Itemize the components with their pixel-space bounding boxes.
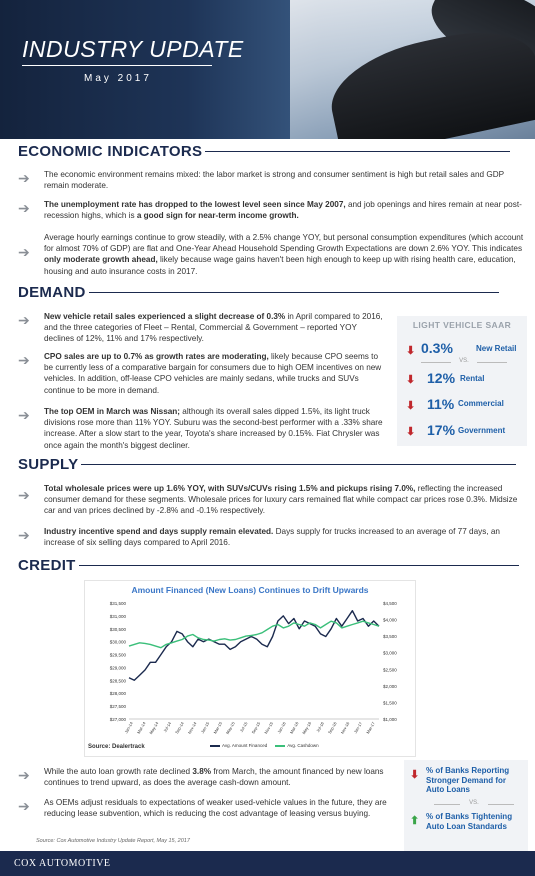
saar-panel	[397, 316, 527, 446]
bullet-text: Industry incentive spend and days supply remain elevated. Days supply for trucks increased to an average of 77 days, an increase of six selling days compared to April 2016.	[44, 527, 500, 548]
x-tick-label: Mar-16	[288, 721, 300, 735]
left-tick-label: $27,000	[109, 717, 126, 722]
right-tick-label: $4,000	[383, 617, 397, 623]
saar-value: 11%	[427, 396, 455, 412]
title-divider	[22, 65, 212, 66]
down-arrow-icon: ⬇	[406, 374, 416, 386]
legend-label: Avg. Amount Financed	[222, 743, 268, 748]
x-tick-label: Nov-14	[186, 721, 198, 735]
arrow-icon: ➔	[18, 312, 30, 328]
left-tick-label: $29,000	[109, 665, 126, 671]
bullet-text: Total wholesale prices were up 1.6% YOY, with SUVs/CUVs rising 1.5% and pickups rising 7.0%, reflecting the increased consumer demand for these segments. Wholesale prices for luxury cars remained flat while compact car prices rose 0.3%. Midsize car and van prices declined by -2.8% and -0.1% respectively.	[44, 484, 518, 516]
x-tick-label: Mar-17	[365, 721, 376, 735]
list-item	[18, 797, 393, 819]
x-tick-label: Jan-17	[352, 721, 364, 735]
left-tick-label: $30,500	[109, 626, 126, 632]
x-tick-label: Jul-16	[315, 721, 325, 733]
arrow-icon: ➔	[18, 767, 30, 783]
saar-value: 0.3%	[421, 340, 453, 356]
list-item	[18, 169, 528, 191]
x-tick-label: Sep-15	[250, 721, 262, 735]
vs-divider: VS.	[434, 800, 514, 806]
section-rule	[79, 565, 519, 566]
x-tick-label: Jul-14	[162, 721, 173, 733]
saar-value: 17%	[427, 422, 456, 438]
right-tick-label: $1,500	[383, 700, 397, 706]
section-supply	[18, 456, 516, 473]
issue-date: May 2017	[84, 73, 152, 84]
section-rule	[89, 292, 499, 293]
bullet-text: The top OEM in March was Nissan; although its overall sales dipped 1.5%, its light truck divisions rose more than 11% YOY. Suburu was the second-best performer with a .33% share increase. After a slow start to the year, Toyota's share increased by 0.15%. Fiat Chrysler was once again the month's biggest decliner.	[44, 407, 383, 450]
section-rule	[205, 151, 510, 152]
bullet-text: The economic environment remains mixed: the labor market is strong and consumer sentiment is high but retail sales and GDP remain moderate.	[44, 170, 504, 191]
legend-swatch	[275, 745, 285, 747]
x-tick-label: Jul-15	[238, 721, 249, 733]
list-item	[18, 199, 528, 221]
right-tick-label: $4,500	[383, 601, 397, 606]
section-credit	[18, 557, 519, 574]
source-note: Source: Cox Automotive Industry Update Report, May 15, 2017	[36, 838, 190, 844]
section-economic	[18, 143, 510, 160]
down-arrow-icon: ⬇	[410, 769, 420, 781]
left-tick-label: $30,000	[109, 639, 126, 645]
section-heading: ECONOMIC INDICATORS	[18, 143, 203, 160]
saar-label: Commercial	[458, 399, 504, 408]
section-rule	[81, 464, 516, 465]
down-arrow-icon: ⬇	[406, 400, 416, 412]
saar-label: Rental	[460, 374, 485, 383]
arrow-icon: ➔	[18, 798, 30, 814]
saar-value: 12%	[427, 370, 456, 386]
chart-source: Source: Dealertrack	[88, 744, 145, 750]
right-tick-label: $2,500	[383, 667, 397, 673]
x-tick-label: Jan-15	[199, 721, 211, 735]
left-tick-label: $29,500	[109, 652, 126, 658]
left-tick-label: $27,500	[109, 704, 126, 710]
bullet-text: Average hourly earnings continue to grow steadily, with a 2.5% change YOY, but personal consumption expenditures (which account for almost 70% of GDP) are flat and One-Year Ahead Household Spending Growth Expectations are down 2.6% YOY. This indicates only moderate growth ahead, likely because wage gains haven't been high enough to keep up with rising health care, education, housing and auto insurance costs in 2017.	[44, 233, 524, 276]
bullet-text: While the auto loan growth rate declined 3.8% from March, the amount financed by new loans continues to trend upward, as does the average cash-down amount.	[44, 767, 384, 788]
x-tick-label: Sep-16	[326, 721, 338, 735]
right-tick-label: $3,000	[383, 650, 397, 656]
arrow-icon: ➔	[18, 407, 30, 423]
right-tick-label: $2,000	[383, 683, 397, 689]
arrow-icon: ➔	[18, 352, 30, 368]
bank-lending-panel	[404, 760, 528, 858]
saar-label: Government	[458, 426, 506, 435]
up-arrow-icon: ⬆	[410, 815, 420, 827]
hero-banner	[0, 0, 535, 139]
x-tick-label: Jan-16	[276, 721, 287, 735]
down-arrow-icon: ⬇	[406, 426, 416, 438]
x-tick-label: Nov-16	[339, 721, 351, 735]
bank-tightening-label: % of Banks Tightening Auto Loan Standards	[426, 812, 513, 831]
x-tick-label: Mar-15	[212, 721, 224, 735]
saar-label: New Retail	[476, 344, 517, 353]
bank-demand-label: % of Banks Reporting Stronger Demand for Auto Loans	[426, 766, 510, 794]
arrow-icon: ➔	[18, 244, 30, 260]
x-tick-label: Sep-14	[174, 721, 185, 735]
section-demand	[18, 284, 499, 301]
x-tick-label: May-15	[224, 721, 236, 736]
arrow-icon: ➔	[18, 487, 30, 503]
list-item	[18, 766, 393, 788]
series-line	[129, 611, 379, 681]
list-item	[18, 351, 388, 396]
amount-financed-chart	[84, 580, 416, 757]
saar-header: LIGHT VEHICLE SAAR	[412, 320, 512, 330]
x-tick-label: Jan-14	[123, 721, 134, 735]
left-tick-label: $31,500	[109, 601, 126, 606]
arrow-icon: ➔	[18, 170, 30, 186]
arrow-icon: ➔	[18, 200, 30, 216]
list-item	[18, 232, 528, 277]
cox-automotive-logo: COX AUTOMOTIVE	[14, 858, 111, 869]
bullet-text: CPO sales are up to 0.7% as growth rates are moderating, likely because CPO seems to be currently less of a comparative bargain for consumers due to high OEM incentives on new vehicles. In addition, off-lease CPO vehicles are mainly sedans, while trucks and SUVs continue to be more in demand.	[44, 352, 382, 395]
section-heading: CREDIT	[18, 557, 76, 574]
chart-title: Amount Financed (New Loans) Continues to Drift Upwards	[131, 585, 369, 595]
section-heading: DEMAND	[18, 284, 86, 301]
arrow-icon: ➔	[18, 527, 30, 543]
bullet-text: As OEMs adjust residuals to expectations of weaker used-vehicle values in the future, they are reducing lease subvention, which is reducing the cost advantage of leasing versus buying.	[44, 798, 387, 819]
x-tick-label: May-14	[148, 721, 160, 736]
chart-legend	[210, 743, 319, 748]
bullet-text: New vehicle retail sales experienced a slight decrease of 0.3% in April compared to 2016, and the three categories of Fleet – Rental, Commercial & Government – reported YOY declines of 12%, 11% and 17% respectively.	[44, 312, 383, 344]
legend-label: Avg. Cashdown	[287, 743, 319, 748]
left-tick-label: $28,500	[109, 678, 126, 684]
footer-bar	[0, 851, 535, 876]
legend-item	[275, 743, 318, 748]
vs-divider: VS.	[421, 358, 507, 364]
list-item	[18, 406, 388, 451]
down-arrow-icon: ⬇	[406, 345, 416, 357]
right-tick-label: $3,500	[383, 634, 397, 640]
list-item	[18, 483, 523, 517]
bullet-text: The unemployment rate has dropped to the lowest level seen since May 2007, and job openings and hires remain at near post-recession highs, which is a good sign for near-term income growth.	[44, 200, 522, 221]
legend-item	[210, 743, 267, 748]
page-title: INDUSTRY UPDATE	[22, 36, 244, 62]
legend-swatch	[210, 745, 220, 747]
chart-canvas	[85, 581, 415, 756]
x-tick-label: Mar-14	[135, 721, 147, 735]
x-tick-label: May-16	[301, 721, 313, 736]
x-tick-label: Nov-15	[263, 721, 274, 735]
left-tick-label: $31,000	[109, 613, 126, 619]
right-tick-label: $1,000	[383, 717, 397, 722]
section-heading: SUPPLY	[18, 456, 79, 473]
list-item	[18, 526, 523, 548]
left-tick-label: $28,000	[109, 691, 126, 697]
list-item	[18, 311, 388, 345]
